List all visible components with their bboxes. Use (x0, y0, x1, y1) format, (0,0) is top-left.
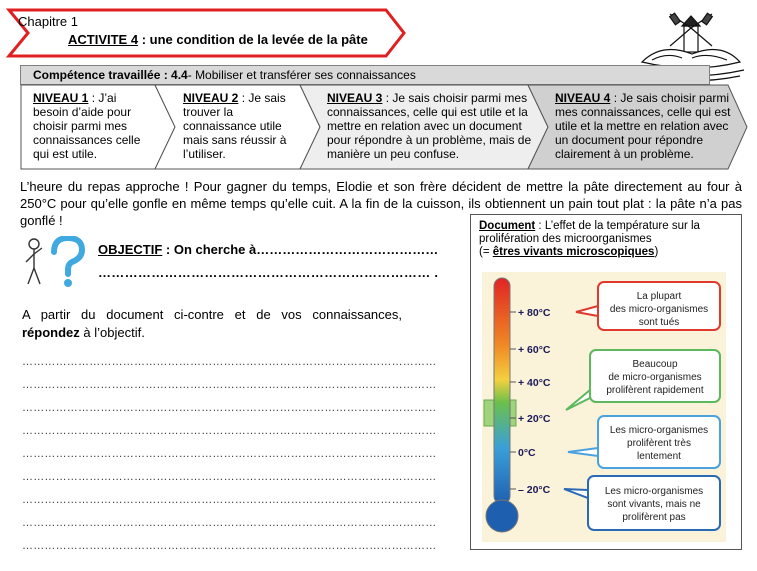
document-label: Document (479, 220, 536, 232)
temp-label-20: + 20°C (518, 413, 551, 425)
activity-title (68, 32, 368, 47)
competence-text: - Mobiliser et transférer ses connaissances (187, 68, 416, 82)
answer-line[interactable]: ………………………………………………………………………………………………… (22, 540, 437, 552)
answer-line[interactable]: ………………………………………………………………………………………………… (22, 517, 437, 529)
bubble-no-proliferation (564, 476, 720, 530)
temp-label-0: 0°C (518, 447, 536, 459)
thermometer-bulb (486, 500, 518, 532)
document-paren-open: (= (479, 246, 493, 258)
svg-text:prolifèrent rapidement: prolifèrent rapidement (606, 385, 704, 396)
level-2 (183, 91, 301, 161)
svg-text:prolifèrent pas: prolifèrent pas (622, 512, 686, 523)
answer-line[interactable]: ………………………………………………………………………………………………… (22, 402, 437, 414)
answer-line[interactable]: ………………………………………………………………………………………………… (22, 448, 437, 460)
level-4-name: NIVEAU 4 (555, 91, 611, 105)
instruction-before: A partir du document ci-contre et de vos connaissances, (22, 307, 402, 322)
svg-text:La plupart: La plupart (636, 291, 682, 302)
activity-subtitle: : une condition de la levée de la pâte (138, 32, 368, 47)
svg-text:des micro-organismes: des micro-organismes (609, 304, 709, 315)
objective-label: OBJECTIF (98, 242, 163, 257)
level-4 (555, 91, 735, 161)
svg-text:sont vivants, mais ne: sont vivants, mais ne (607, 499, 701, 510)
level-1-text: : J’ai besoin d’aide pour choisir parmi mes connaissances celle qui est utile. (33, 91, 141, 161)
objective (98, 242, 438, 257)
level-1 (33, 91, 153, 161)
temp-label-80: + 80°C (518, 307, 551, 319)
temp-label-40: + 40°C (518, 377, 551, 389)
answer-line[interactable]: ………………………………………………………………………………………………… (22, 425, 437, 437)
instruction (22, 306, 402, 342)
competence-label: Compétence travaillée : 4.4 (33, 68, 188, 82)
level-3-text: : Je sais choisir parmi mes connaissances, celle qui est utile et la mettre en relation avec un document pour répondre à un problème, mais de manière un peu confuse. (327, 91, 532, 161)
intro-paragraph: L’heure du repas approche ! Pour gagner du temps, Elodie et son frère décident de mettre la pâte directement au four à 250°C pour qu’elle gonfle en même temps qu’elle cuit. A la fin de la cuisson, ils obtiennent un pain tout plat : la pâte n’a pas gonflé ! (20, 179, 742, 228)
competence-bar (20, 65, 710, 85)
level-1-name: NIVEAU 1 (33, 91, 89, 105)
objective-text: : On cherche à…………………………………… (162, 242, 439, 257)
thermometer-tube (494, 278, 510, 504)
svg-text:Les micro-organismes: Les micro-organismes (604, 486, 704, 497)
answer-line[interactable]: ………………………………………………………………………………………………… (22, 379, 437, 391)
objective-line-2: ………………………………………………………………… . (98, 265, 439, 280)
svg-text:Beaucoup: Beaucoup (632, 359, 678, 370)
svg-text:sont tués: sont tués (638, 317, 680, 328)
svg-text:lentement: lentement (637, 451, 681, 462)
document-definition: êtres vivants microscopiques (492, 246, 655, 258)
svg-text:Les micro-organismes: Les micro-organismes (609, 425, 709, 436)
level-2-name: NIVEAU 2 (183, 91, 239, 105)
svg-text:prolifèrent très: prolifèrent très (627, 438, 691, 449)
thermometer-figure (482, 272, 726, 542)
document-paren-close: ) (654, 246, 659, 258)
thinking-person-icon (22, 236, 92, 288)
temp-label-minus-20: – 20°C (518, 484, 551, 496)
activity-label: ACTIVITE 4 (68, 32, 139, 47)
instruction-after: à l’objectif. (79, 325, 145, 340)
document-title (479, 220, 739, 259)
svg-text:de micro-organismes: de micro-organismes (608, 372, 702, 383)
level-2-text: : Je sais trouver la connaissance utile mais sans réussir à l’utiliser. (183, 91, 287, 161)
level-4-text: : Je sais choisir parmi mes connaissances, celle qui est utile et la mettre en relation avec un document pour répondre clairement à un problème. (555, 91, 731, 161)
level-3 (327, 91, 532, 161)
level-3-name: NIVEAU 3 (327, 91, 383, 105)
answer-line[interactable]: ………………………………………………………………………………………………… (22, 494, 437, 506)
answer-line[interactable]: ………………………………………………………………………………………………… (22, 471, 437, 483)
instruction-verb: répondez (22, 325, 80, 340)
bubble-killed (576, 282, 720, 330)
temp-label-60: + 60°C (518, 344, 551, 356)
document-title-text: : L’effet de la température sur la prolifération des microorganismes (479, 220, 700, 245)
chapter-label: Chapitre 1 (18, 14, 78, 29)
answer-line[interactable]: ………………………………………………………………………………………………… (22, 356, 437, 368)
